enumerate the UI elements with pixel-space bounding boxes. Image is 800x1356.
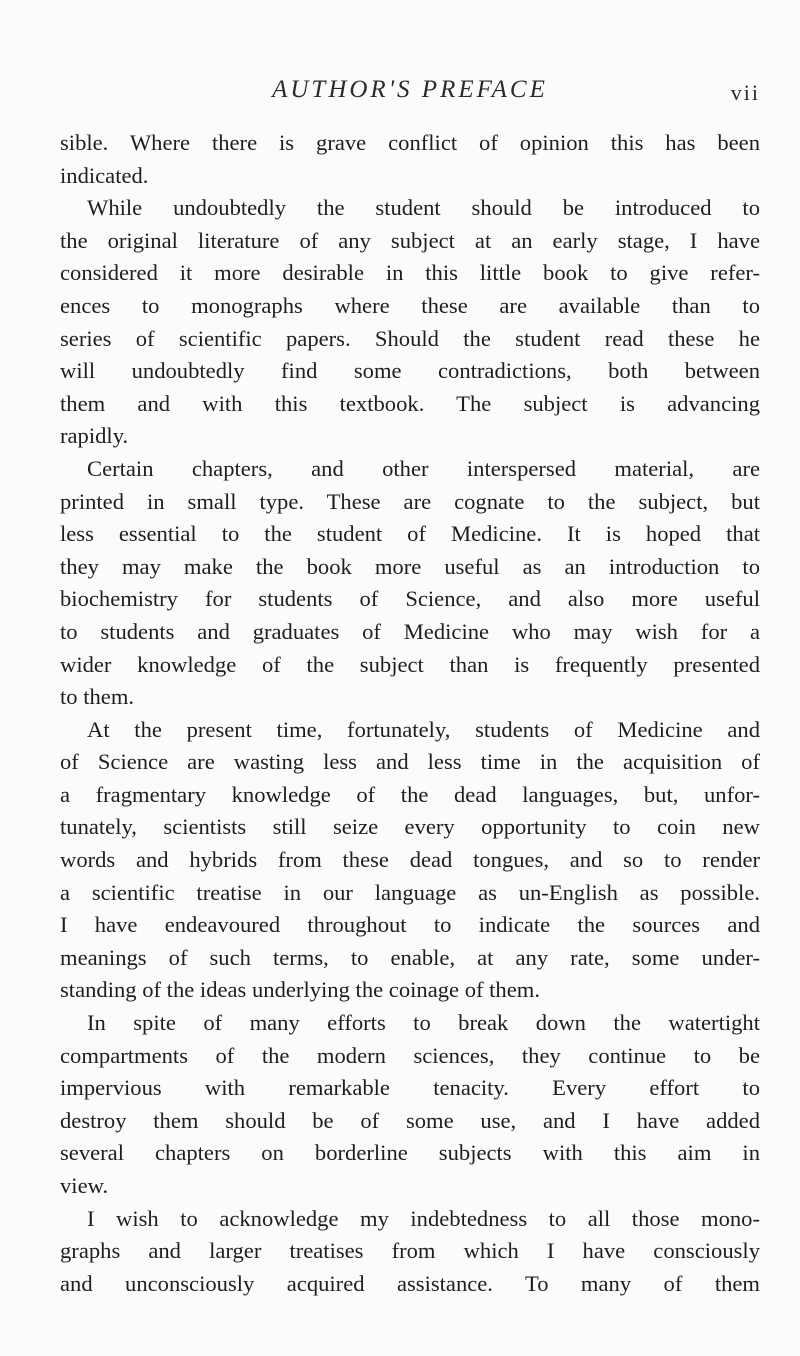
text-line: destroy them should be of some use, and I have added <box>60 1107 760 1133</box>
text-line: printed in small type. These are cognate to the subject, but <box>60 488 760 514</box>
text-line: will undoubtedly find some contradictions, both between <box>60 358 760 384</box>
text-line: them and with this textbook. The subject is advancing <box>60 390 760 416</box>
text-line: to students and graduates of Medicine who may wish for a <box>60 618 760 644</box>
text-line: words and hybrids from these dead tongues, and so to render <box>60 847 760 873</box>
text-line: to them. <box>60 684 135 710</box>
text-line: the original literature of any subject at an early stage, I have <box>60 227 760 253</box>
text-line: standing of the ideas underlying the coinage of them. <box>60 977 540 1003</box>
text-line: and unconsciously acquired assistance. To many of them <box>60 1270 760 1296</box>
page-header <box>60 76 760 116</box>
running-title: AUTHOR'S PREFACE <box>272 76 548 103</box>
text-line: a scientific treatise in our language as un-English as possible. <box>60 879 760 905</box>
text-line: wider knowledge of the subject than is frequently presented <box>60 651 760 677</box>
preface-text <box>60 127 760 1300</box>
text-line: they may make the book more useful as an introduction to <box>60 553 760 579</box>
text-line: less essential to the student of Medicine. It is hoped that <box>60 521 760 547</box>
text-line: While undoubtedly the student should be introduced to <box>87 195 760 221</box>
text-line: several chapters on borderline subjects with this aim in <box>60 1140 760 1166</box>
text-line: I wish to acknowledge my indebtedness to all those mono- <box>87 1205 760 1231</box>
text-line: Certain chapters, and other interspersed material, are <box>87 455 760 481</box>
text-line: impervious with remarkable tenacity. Every effort to <box>60 1075 760 1101</box>
text-line: of Science are wasting less and less time in the acquisition of <box>60 749 760 775</box>
page-number: vii <box>730 80 760 105</box>
text-line: I have endeavoured throughout to indicate the sources and <box>60 912 760 938</box>
text-line: tunately, scientists still seize every opportunity to coin new <box>60 814 760 840</box>
text-line: At the present time, fortunately, students of Medicine and <box>87 716 760 742</box>
text-line: ences to monographs where these are available than to <box>60 292 760 318</box>
text-line: view. <box>60 1173 109 1198</box>
text-line: series of scientific papers. Should the student read these he <box>60 325 760 351</box>
text-line: biochemistry for students of Science, and also more useful <box>60 586 760 612</box>
text-line: rapidly. <box>60 423 129 449</box>
text-line: compartments of the modern sciences, they continue to be <box>60 1042 760 1068</box>
text-line: a fragmentary knowledge of the dead languages, but, unfor- <box>60 781 760 807</box>
text-line: In spite of many efforts to break down the watertight <box>87 1010 760 1036</box>
text-line: graphs and larger treatises from which I have consciously <box>60 1238 760 1264</box>
text-line: indicated. <box>60 162 149 188</box>
text-line: considered it more desirable in this little book to give refer- <box>60 260 760 286</box>
text-line: sible. Where there is grave conflict of opinion this has been <box>60 130 760 155</box>
text-line: meanings of such terms, to enable, at any rate, some under- <box>60 944 760 970</box>
